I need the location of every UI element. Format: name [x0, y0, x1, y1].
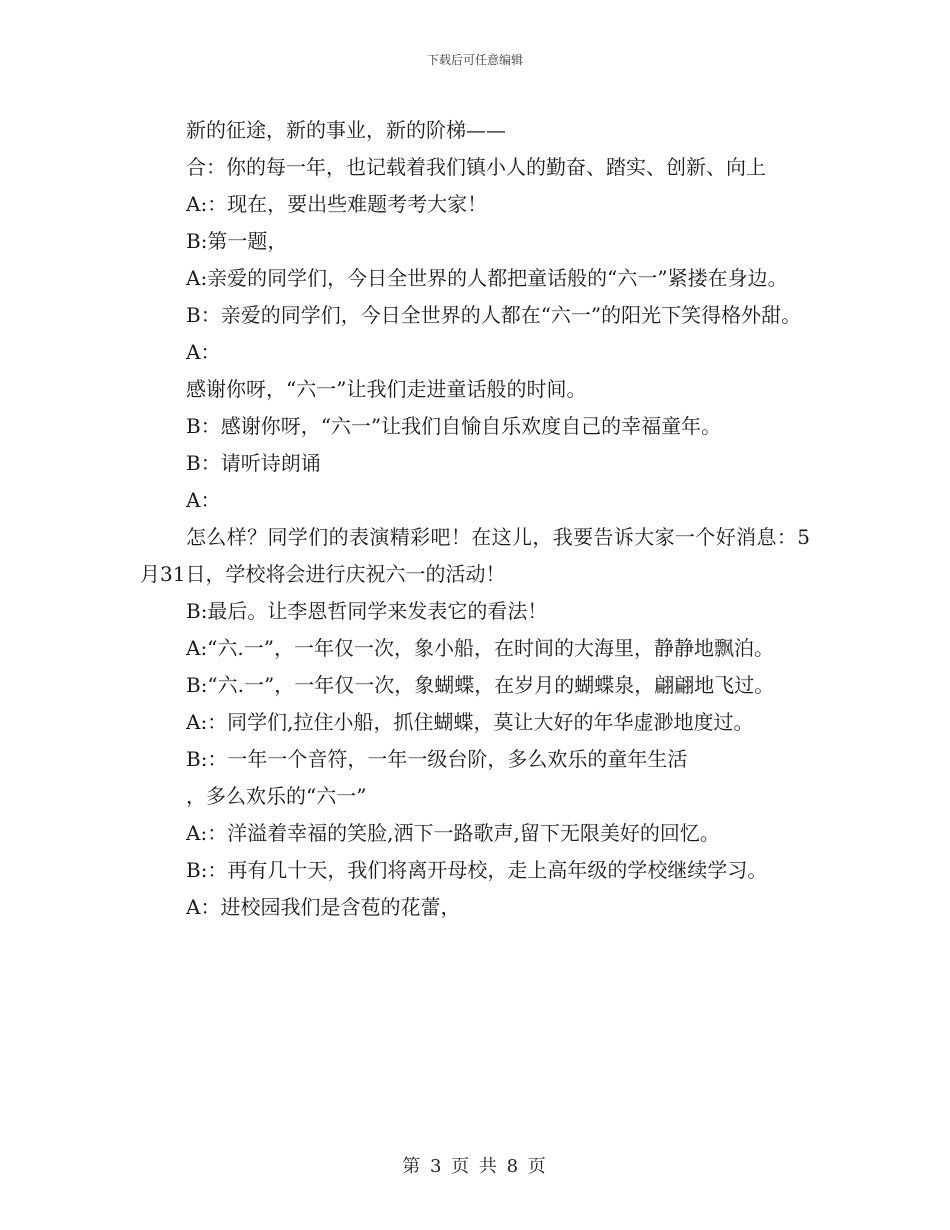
paragraph: 合：你的每一年，也记载着我们镇小人的勤奋、踏实、创新、向上 [186, 155, 766, 179]
paragraph: 感谢你呀，“六一”让我们走进童话般的时间。 [186, 377, 587, 401]
document-body [140, 112, 810, 926]
paragraph: A:亲爱的同学们，今日全世界的人都把童话般的“六一”紧搂在身边。 [186, 266, 788, 290]
paragraph: B:最后。让李恩哲同学来发表它的看法！ [186, 599, 548, 623]
paragraph: B:第一题， [186, 229, 288, 253]
paragraph: B：请听诗朗诵 [186, 451, 321, 475]
page-header: 下载后可任意编辑 [426, 53, 523, 67]
paragraph: B：感谢你呀，“六一”让我们自愉自乐欢度自己的幸福童年。 [186, 414, 722, 438]
paragraph: 怎么样？同学们的表演精彩吧！在这儿，我要告诉大家一个好消息：5月31日，学校将会进行庆祝六一的活动！ [140, 525, 810, 586]
page-number-footer: 第 3 页 共 8 页 [402, 1156, 548, 1177]
paragraph: A:：洋溢着幸福的笑脸,洒下一路歌声,留下无限美好的回忆。 [186, 821, 720, 845]
paragraph: B：亲爱的同学们，今日全世界的人都在“六一”的阳光下笑得格外甜。 [186, 303, 802, 327]
paragraph: B:“六.一”，一年仅一次，象蝴蝶，在岁月的蝴蝶泉，翩翩地飞过。 [186, 673, 775, 697]
paragraph: A： [186, 488, 221, 512]
paragraph: ，多么欢乐的“六一” [186, 784, 367, 808]
paragraph: A:“六.一”，一年仅一次，象小船，在时间的大海里，静静地飘泊。 [186, 636, 774, 660]
paragraph: A：进校园我们是含苞的花蕾， [186, 895, 461, 919]
paragraph: 新的征途，新的事业，新的阶梯—— [186, 118, 506, 142]
paragraph: B:：一年一个音符，一年一级台阶，多么欢乐的童年生活 [186, 747, 688, 771]
paragraph: A:：现在，要出些难题考考大家！ [186, 192, 488, 216]
paragraph: B:：再有几十天，我们将离开母校，走上高年级的学校继续学习。 [186, 858, 768, 882]
paragraph: A： [186, 340, 221, 364]
paragraph: A:：同学们,拉住小船，抓住蝴蝶，莫让大好的年华虚渺地度过。 [186, 710, 754, 734]
